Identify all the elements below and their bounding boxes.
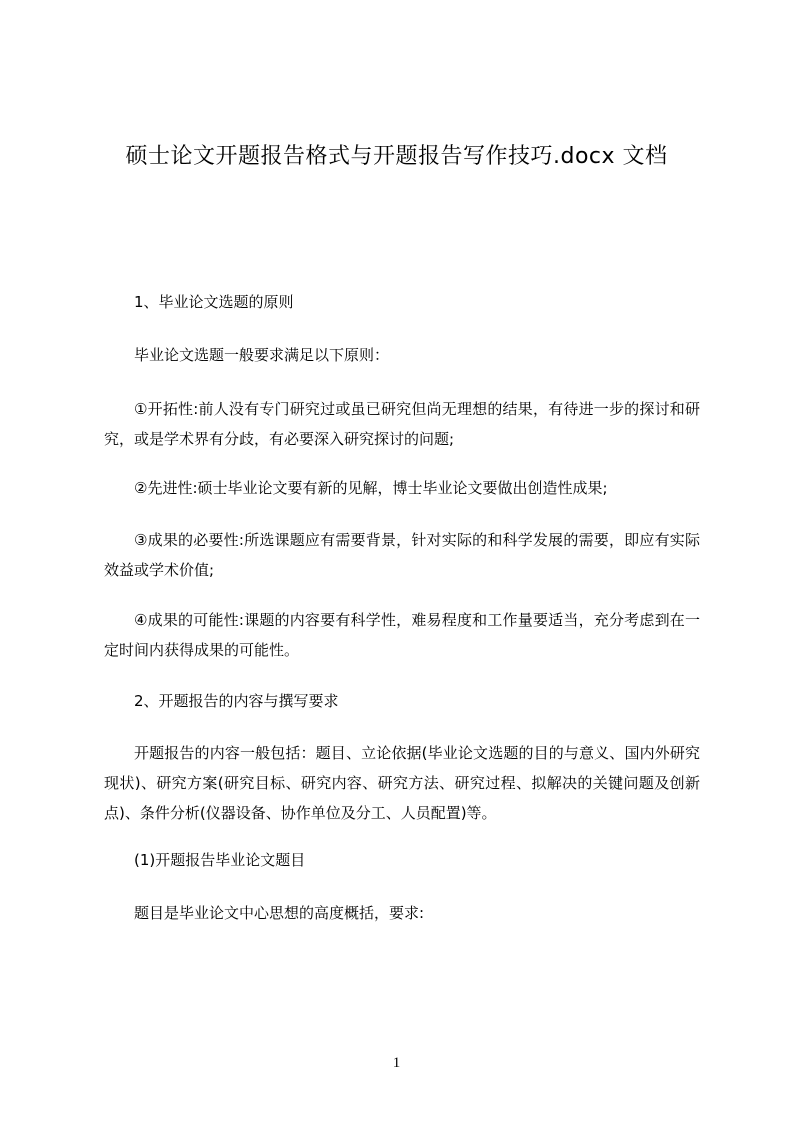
subsection-heading-1: (1)开题报告毕业论文题目 [134,851,306,869]
paragraph-report-content: 开题报告的内容一般包括：题目、立论依据(毕业论文选题的目的与意义、国内外研究现状)、研究方案(研究目标、研究内容、研究方法、研究过程、拟解决的关键问题及创新点)、条件分析(仪器设备、协作单位及分工、人员配置)等。 [104,744,700,822]
document-title: 硕士论文开题报告格式与开题报告写作技巧.docx 文档 [125,144,668,169]
paragraph-principle-2: ②先进性:硕士毕业论文要有新的见解，博士毕业论文要做出创造性成果; [134,479,608,497]
paragraph-principle-4: ④成果的可能性:课题的内容要有科学性，难易程度和工作量要适当，充分考虑到在一定时间内获得成果的可能性。 [104,611,700,659]
paragraph-title-requirement: 题目是毕业论文中心思想的高度概括，要求: [134,904,425,922]
paragraph-principle-3: ③成果的必要性:所选课题应有需要背景，针对实际的和科学发展的需要，即应有实际效益或学术价值; [104,531,700,579]
page-number: 1 [392,1055,401,1071]
paragraph-principle-1: ①开拓性:前人没有专门研究过或虽已研究但尚无理想的结果，有待进一步的探讨和研究，或是学术界有分歧，有必要深入研究探讨的问题; [104,400,700,448]
section-heading-2: 2、开题报告的内容与撰写要求 [134,692,339,710]
paragraph-intro: 毕业论文选题一般要求满足以下原则： [134,346,390,364]
section-heading-1: 1、毕业论文选题的原则 [134,293,294,311]
